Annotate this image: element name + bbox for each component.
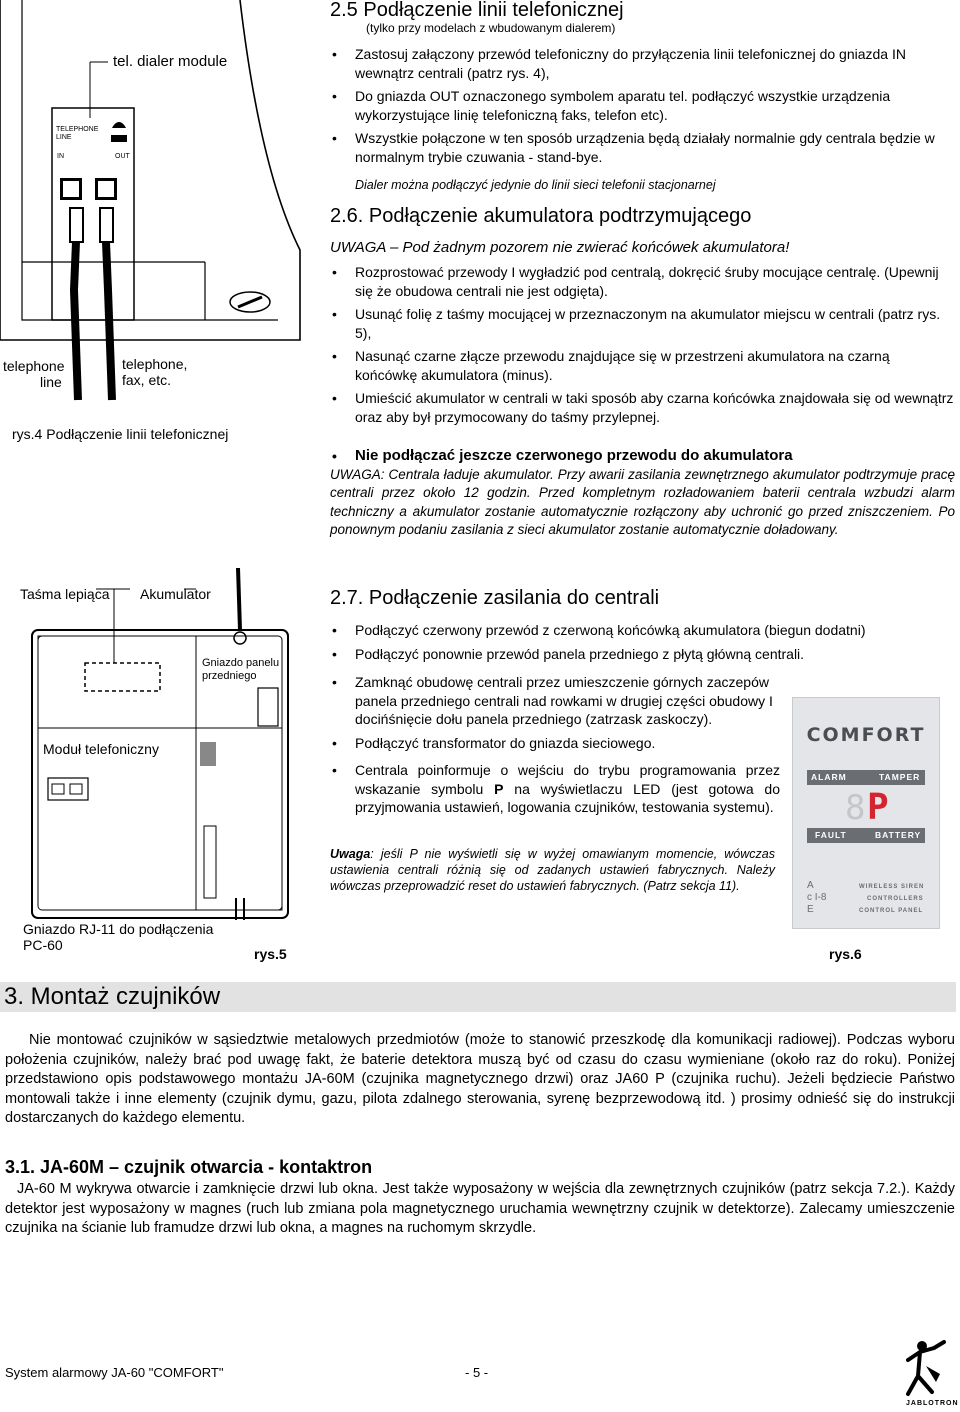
comfort-right-labels: WIRELESS SIREN CONTROLLERS CONTROL PANEL	[859, 884, 925, 914]
jablotron-logo-text: JABLOTRON	[906, 1400, 959, 1407]
list-item: • Podłączyć transformator do gniazda sieciowego.	[330, 734, 790, 753]
section-3-1-paragraph: JA-60 M wykrywa otwarcie i zamknięcie drzwi lub okna. Jest także wyposażony w wejścia dla zewnętrznych czujników (patrz sekcja 7.2.). Każdy detektor jest wyposażony w magnes (ruch lub zmiana pola magnetycznego uruchamia wewnętrzny czujnik w detektorze). Zalecamy umieszczenie czujnika na ścianie lub framudze drzwi lub okna, a magnes na ruchomym skrzydle.	[5, 1181, 955, 1236]
list-item: • Nie podłączać jeszcze czerwonego przewodu do akumulatora	[330, 447, 955, 466]
warning-text: – Pod żadnym pozorem nie zwierać końcówek akumulatora!	[385, 239, 790, 256]
fig5-rj11-2: PC-60	[23, 937, 63, 953]
list-item: • Zastosuj załączony przewód telefoniczny do przyłączenia linii telefonicznej do gniazda IN wewnątrz centrali (patrz rys. 4),	[330, 45, 955, 82]
note-label: Uwaga	[330, 847, 371, 861]
section-2-7-bullet-3	[330, 673, 790, 757]
list-item: • Umieścić akumulator w centrali w taki sposób aby czarna końcówka znajdowała się od wewnątrz oraz aby był przymocowany do taśmy przylepnej.	[330, 389, 955, 426]
fig5-rj11-1: Gniazdo RJ-11 do podłączenia	[23, 921, 214, 937]
list-item: • Zamknąć obudowę centrali przez umieszczenie górnych zaczepów panela przedniego centrali nad rowkami w drugiej części obudowy I docińśnięcie dołu panela przedniego (zatrzask zaskoczy).	[330, 673, 790, 729]
fig4-line-right-2: fax, etc.	[122, 372, 172, 388]
section-3-paragraph: Nie montować czujników w sąsiedztwie metalowych przedmiotów (może to stanowić przeszkodę dla komunikacji radiowej). Podczas wyboru położenia czujników, należy brać pod uwagę fakt, że baterie detektora muszą być od czasu do czasu wymieniane (około raz do roku). Poniżej przedstawiono opis podstawowego montażu JA-60M (czujnika magnetycznego drzwi) oraz JA60 P (czujnika ruchu). Jeżeli będziecie Państwo montowali także i inne elementy (czujnik dymu, gazu, pilota zdalnego sterowania, syrenę bezprzewodową itd. ) prosimy odnieść się do instrukcji dostarczanych do każdego elementu.	[5, 1032, 955, 1126]
section-2-7-bullet-5	[330, 761, 780, 822]
section-2-6-note	[330, 466, 955, 539]
comfort-tamper-label: TAMPER	[879, 772, 921, 782]
footer-left: System alarmowy JA-60 "COMFORT"	[5, 1365, 224, 1380]
section-2-5-title: 2.5 Podłączenie linii telefonicznej	[330, 0, 624, 21]
section-3-1-title: 3.1. JA-60M – czujnik otwarcia - kontaktron	[5, 1157, 373, 1177]
list-item: • Podłączyć czerwony przewód z czerwoną końcówką akumulatora (biegun dodatni)	[330, 621, 955, 640]
fig4-out-label: OUT	[115, 153, 130, 160]
comfort-alarm-label: ALARM	[811, 772, 847, 782]
fig5-tape-label: Taśma lepiąca	[20, 586, 110, 602]
footer-page-number: - 5 -	[465, 1365, 489, 1380]
list-item: • Podłączyć ponownie przewód panela przedniego z płytą główną centrali.	[330, 645, 955, 664]
list-item: • Usunąć folię z taśmy mocującej w przeznaczonym na akumulator miejscu w centrali (patrz rys. 5),	[330, 305, 955, 342]
display-symbol: P	[867, 787, 889, 828]
section-3-title: 3. Montaż czujników	[0, 982, 956, 1012]
comfort-brand: COMFORT	[806, 724, 926, 746]
fig5-caption: rys.5	[254, 946, 287, 962]
note-text: Centrala ładuje akumulator. Przy awarii zasilania zewnętrznego akumulator podtrzymuje pracę centrali przez około 12 godzin. Przed kompletnym rozładowaniem baterii centrala wzbudzi alarm techniczny a akumulator zostanie automatycznie rozłączony aby uchronić go przed zniszczeniem. Po ponownym podaniu zasilania z sieci akumulator zostanie automatycznie doładowany.	[330, 467, 955, 537]
note-label: UWAGA:	[330, 467, 385, 482]
list-item: • Do gniazda OUT oznaczonego symbolem aparatu tel. podłączyć wszystkie urządzenia wykorzystujące linię telefoniczną faks, telefon etc).	[330, 87, 955, 124]
section-2-7-note: Uwaga: jeśli P nie wyświetli się w wyżej omawianym momencie, wówczas ustawienia centrali różnią się od zadanych ustawień fabrycznych. Należy wówczas przeprowadzić reset do ustawień fabrycznych. (Patrz sekcja 11).	[330, 847, 775, 893]
section-2-7-bullets-top	[330, 621, 955, 668]
fig5-panel-socket-2: przedniego	[202, 670, 257, 682]
section-2-6-title: 2.6. Podłączenie akumulatora podtrzymującego	[330, 205, 752, 227]
fig4-caption: rys.4 Podłączenie linii telefonicznej	[12, 426, 229, 442]
fig5-panel-illustration	[0, 560, 320, 920]
fig4-telephone-line-label: TELEPHONE LINE	[56, 126, 99, 141]
fig4-line-left-2: line	[40, 374, 62, 390]
comfort-display	[841, 787, 893, 828]
display-ghost-digit: 8	[845, 788, 866, 828]
section-2-7-title: 2.7. Podłączenie zasilania do centrali	[330, 587, 660, 609]
fig6-caption: rys.6	[829, 946, 862, 962]
comfort-left-symbols: A c I-8 E	[807, 880, 827, 915]
fig4-module-label: tel. dialer module	[113, 53, 228, 70]
comfort-battery-label: BATTERY	[875, 830, 922, 840]
fig4-in-label: IN	[57, 153, 64, 160]
fig5-panel-socket-1: Gniazdo panelu	[202, 657, 280, 669]
section-2-5-subtitle: (tylko przy modelach z wbudowanym dialerem)	[366, 21, 616, 35]
fig5-battery-label: Akumulator	[140, 586, 211, 602]
list-item: • Centrala poinformuje o wejściu do trybu programowania przez wskazanie symbolu P na wyświetlaczu LED (jest gotowa do przyjmowania ustawień, logowania czujników, testowania systemu).	[330, 761, 780, 817]
section-2-5-note: Dialer można podłączyć jedynie do linii sieci telefonii stacjonarnej	[355, 178, 716, 192]
fig4-line-left-1: telephone	[3, 358, 65, 374]
warning-label: UWAGA	[330, 239, 386, 256]
fig4-line-right-1: telephone,	[122, 356, 188, 372]
section-2-6-bullets	[330, 263, 955, 431]
fig5-phone-module: Moduł telefoniczny	[43, 741, 159, 757]
section-2-6-warning	[330, 239, 789, 256]
comfort-front-panel	[792, 697, 940, 929]
list-item: • Nasunąć czarne złącze przewodu znajdujące się w przestrzeni akumulatora na czarną końcówkę akumulatora (minus).	[330, 347, 955, 384]
section-2-5-bullets	[330, 45, 955, 171]
comfort-fault-label: FAULT	[815, 830, 847, 840]
list-item: • Rozprostować przewody I wygładzić pod centralą, dokręcić śruby mocujące centralę. (Upewnij się że obudowa centrali nie jest odgięta).	[330, 263, 955, 300]
list-item: • Wszystkie połączone w ten sposób urządzenia będą działały normalnie gdy centrala będzie w normalnym trybie czuwania - stand-bye.	[330, 129, 955, 166]
